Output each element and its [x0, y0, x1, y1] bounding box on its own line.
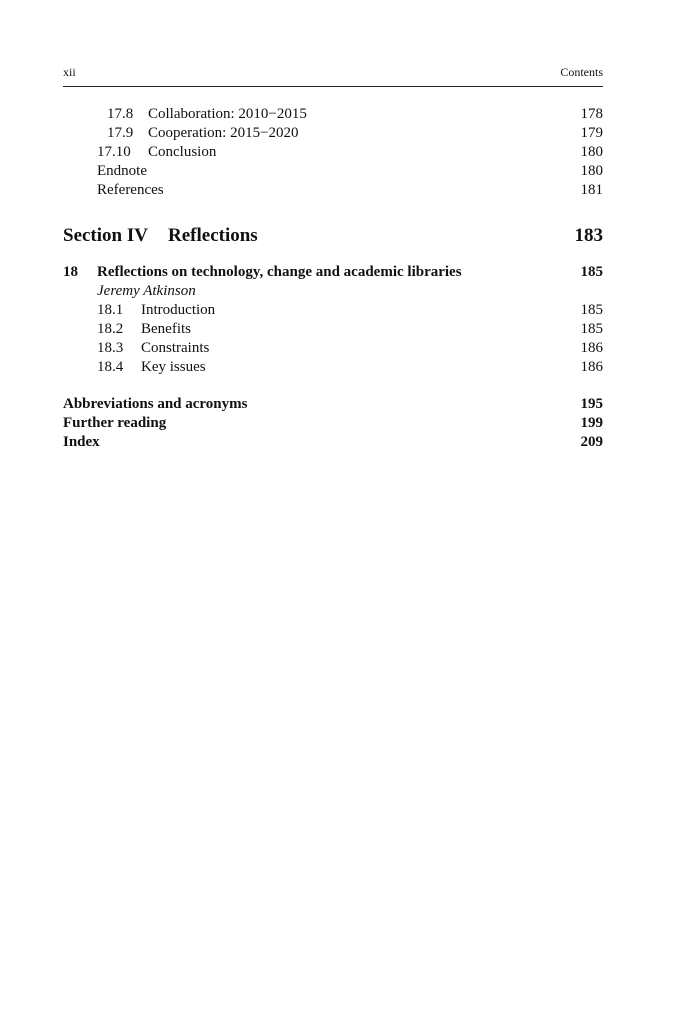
toc-entry-title: Conclusion	[148, 144, 217, 160]
toc-entry	[63, 301, 603, 320]
toc-entry-page: 185	[580, 321, 603, 337]
chapter-number: 18	[63, 264, 78, 280]
toc-entry	[63, 339, 603, 358]
back-matter-title: Abbreviations and acronyms	[63, 396, 248, 412]
toc-entry-title: Cooperation: 2015−2020	[148, 125, 299, 141]
toc-entry-number: 18.3	[97, 340, 124, 356]
toc-entry	[63, 358, 603, 377]
running-title: Contents	[560, 65, 603, 79]
toc-entry-page: 181	[580, 182, 603, 198]
back-matter-title: Index	[63, 434, 100, 450]
chapter-page: 185	[580, 264, 603, 280]
toc-entry	[63, 105, 603, 124]
back-matter-entry	[63, 414, 603, 433]
running-header	[63, 64, 603, 87]
chapter-title: Reflections on technology, change and academic libraries	[97, 264, 462, 280]
toc-entry	[63, 181, 603, 200]
toc-entry-title: Benefits	[141, 321, 191, 337]
section-title: Reflections	[168, 225, 258, 246]
author-name: Jeremy Atkinson	[97, 283, 196, 299]
section-label: Section IV	[63, 225, 148, 246]
chapter-author	[63, 282, 603, 301]
toc-entry	[63, 162, 603, 181]
back-matter-page: 209	[580, 434, 603, 450]
toc-entry	[63, 124, 603, 143]
toc-entry-page: 180	[580, 163, 603, 179]
back-matter-title: Further reading	[63, 415, 167, 431]
toc-entry-number: 18.1	[97, 302, 124, 318]
chapter-heading	[63, 263, 603, 282]
toc-entry	[63, 320, 603, 339]
toc-entry-page: 179	[580, 125, 603, 141]
toc-entry-number: 18.4	[97, 359, 124, 375]
back-matter-page: 195	[580, 396, 603, 412]
page-number-label: xii	[63, 65, 76, 79]
toc-entry-page: 185	[580, 302, 603, 318]
toc-entry-page: 180	[580, 144, 603, 160]
back-matter-page: 199	[580, 415, 603, 431]
toc-entry-number: 18.2	[97, 321, 124, 337]
toc-entry-number: 17.9	[107, 125, 134, 141]
toc-entry-page: 186	[580, 359, 603, 375]
section-page: 183	[574, 225, 603, 246]
toc-entry-number: 17.10	[97, 144, 131, 160]
back-matter-entry	[63, 395, 603, 414]
toc-entry-title: References	[97, 182, 164, 198]
section-heading	[63, 224, 603, 248]
toc-entry	[63, 143, 603, 162]
toc-entry-title: Key issues	[141, 359, 206, 375]
toc-entry-title: Constraints	[141, 340, 210, 356]
toc-entry-title: Collaboration: 2010−2015	[148, 106, 307, 122]
toc-entry-title: Endnote	[97, 163, 147, 179]
toc-entry-page: 186	[580, 340, 603, 356]
toc-entry-number: 17.8	[107, 106, 134, 122]
back-matter-entry	[63, 433, 603, 452]
toc-entry-page: 178	[580, 106, 603, 122]
toc-entry-title: Introduction	[141, 302, 216, 318]
